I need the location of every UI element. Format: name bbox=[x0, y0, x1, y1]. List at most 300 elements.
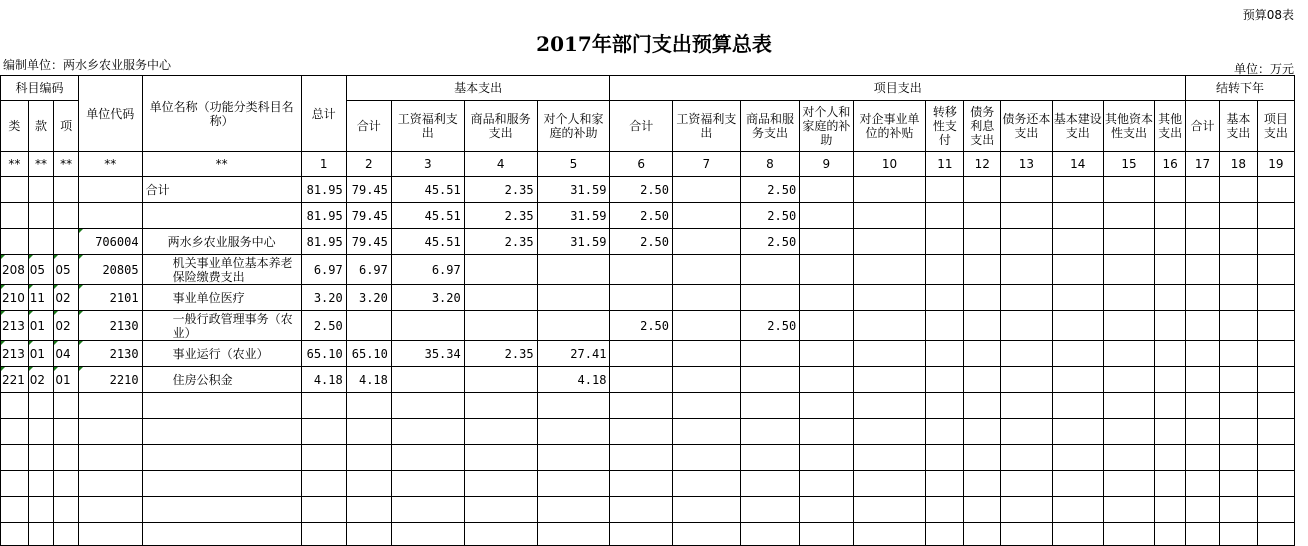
hdr-project-col: 其他资本性支出 bbox=[1103, 101, 1154, 152]
hdr-project-col: 债务还本支出 bbox=[1001, 101, 1052, 152]
value-cell bbox=[1257, 341, 1294, 367]
value-cell bbox=[1052, 311, 1103, 341]
cell-flag-marker bbox=[79, 311, 83, 315]
empty-cell bbox=[28, 471, 54, 497]
form-code: 预算08表 bbox=[1242, 8, 1294, 22]
hdr-carry-col: 项目支出 bbox=[1257, 101, 1294, 152]
value-cell bbox=[964, 255, 1001, 285]
value-cell bbox=[800, 367, 853, 393]
empty-cell bbox=[537, 445, 610, 471]
value-cell bbox=[740, 341, 800, 367]
empty-cell bbox=[78, 471, 142, 497]
value-cell bbox=[964, 229, 1001, 255]
unit-name-cell: 合计 bbox=[142, 177, 301, 203]
empty-cell bbox=[964, 497, 1001, 523]
value-cell: 2.35 bbox=[464, 177, 537, 203]
value-cell bbox=[1001, 367, 1052, 393]
value-cell bbox=[926, 285, 964, 311]
value-cell bbox=[1257, 367, 1294, 393]
hdr-carryover: 结转下年 bbox=[1186, 76, 1295, 101]
value-cell bbox=[1052, 229, 1103, 255]
empty-cell bbox=[301, 445, 346, 471]
unit-name-cell bbox=[142, 203, 301, 229]
empty-cell bbox=[926, 445, 964, 471]
value-cell bbox=[673, 285, 741, 311]
empty-cell bbox=[1052, 523, 1103, 546]
empty-cell bbox=[1001, 445, 1052, 471]
empty-cell bbox=[1052, 445, 1103, 471]
hdr-index-cell: ** bbox=[142, 152, 301, 177]
empty-cell bbox=[740, 523, 800, 546]
budget-table bbox=[0, 75, 1295, 546]
empty-cell bbox=[1219, 523, 1257, 546]
currency-unit: 单位：万元 bbox=[1233, 62, 1294, 76]
empty-cell bbox=[610, 523, 673, 546]
empty-cell bbox=[1, 497, 29, 523]
value-cell bbox=[964, 177, 1001, 203]
value-cell bbox=[673, 255, 741, 285]
empty-cell bbox=[1001, 393, 1052, 419]
value-cell bbox=[464, 367, 537, 393]
value-cell bbox=[964, 367, 1001, 393]
value-cell bbox=[1257, 229, 1294, 255]
value-cell bbox=[673, 367, 741, 393]
page-title: 2017年部门支出预算总表 bbox=[536, 32, 772, 56]
value-cell: 3.20 bbox=[391, 285, 464, 311]
empty-cell bbox=[142, 523, 301, 546]
value-cell bbox=[1001, 203, 1052, 229]
value-cell bbox=[1001, 229, 1052, 255]
hdr-index-cell: 1 bbox=[301, 152, 346, 177]
subject-kuan: 01 bbox=[28, 311, 54, 341]
value-cell: 4.18 bbox=[537, 367, 610, 393]
value-cell bbox=[800, 341, 853, 367]
value-cell bbox=[926, 341, 964, 367]
empty-cell bbox=[28, 445, 54, 471]
hdr-index-cell: 3 bbox=[391, 152, 464, 177]
value-cell bbox=[1186, 341, 1220, 367]
empty-cell bbox=[800, 419, 853, 445]
empty-row bbox=[1, 497, 1295, 523]
table-row bbox=[1, 367, 1295, 393]
value-cell bbox=[673, 203, 741, 229]
empty-cell bbox=[537, 419, 610, 445]
value-cell bbox=[1103, 177, 1154, 203]
empty-cell bbox=[964, 393, 1001, 419]
empty-cell bbox=[1257, 445, 1294, 471]
value-cell bbox=[800, 203, 853, 229]
empty-cell bbox=[800, 445, 853, 471]
unit-name-cell: 一般行政管理事务（农业） bbox=[142, 311, 301, 341]
value-cell bbox=[1219, 255, 1257, 285]
value-cell bbox=[800, 311, 853, 341]
compiler-unit: 编制单位：两水乡农业服务中心 bbox=[3, 58, 172, 72]
empty-cell bbox=[800, 523, 853, 546]
value-cell: 31.59 bbox=[537, 203, 610, 229]
empty-cell bbox=[1219, 419, 1257, 445]
value-cell bbox=[1219, 229, 1257, 255]
empty-cell bbox=[1, 445, 29, 471]
value-cell bbox=[1155, 177, 1186, 203]
subject-lei bbox=[1, 229, 29, 255]
value-cell bbox=[1186, 203, 1220, 229]
empty-cell bbox=[142, 497, 301, 523]
empty-cell bbox=[673, 471, 741, 497]
empty-cell bbox=[1186, 471, 1220, 497]
value-cell bbox=[464, 255, 537, 285]
value-cell: 2.50 bbox=[301, 311, 346, 341]
value-cell bbox=[1103, 311, 1154, 341]
value-cell bbox=[1103, 255, 1154, 285]
empty-cell bbox=[610, 471, 673, 497]
value-cell bbox=[673, 177, 741, 203]
value-cell: 2.35 bbox=[464, 203, 537, 229]
empty-cell bbox=[1103, 523, 1154, 546]
value-cell: 81.95 bbox=[301, 203, 346, 229]
empty-cell bbox=[1219, 393, 1257, 419]
unit-code-cell: 2130 bbox=[78, 311, 142, 341]
value-cell bbox=[1257, 311, 1294, 341]
hdr-lei: 类 bbox=[1, 101, 29, 152]
empty-cell bbox=[28, 419, 54, 445]
value-cell bbox=[853, 203, 926, 229]
hdr-index-cell: 8 bbox=[740, 152, 800, 177]
empty-cell bbox=[1155, 497, 1186, 523]
empty-cell bbox=[1257, 393, 1294, 419]
empty-cell bbox=[301, 393, 346, 419]
value-cell bbox=[800, 255, 853, 285]
empty-cell bbox=[78, 393, 142, 419]
cell-flag-marker bbox=[79, 255, 83, 259]
subject-lei bbox=[1, 203, 29, 229]
subject-kuan bbox=[28, 203, 54, 229]
empty-cell bbox=[301, 497, 346, 523]
value-cell bbox=[673, 311, 741, 341]
empty-cell bbox=[610, 445, 673, 471]
table-row bbox=[1, 177, 1295, 203]
cell-flag-marker bbox=[54, 367, 58, 371]
empty-cell bbox=[853, 471, 926, 497]
empty-cell bbox=[800, 497, 853, 523]
empty-cell bbox=[1052, 471, 1103, 497]
hdr-basic-col: 对个人和家庭的补助 bbox=[537, 101, 610, 152]
empty-cell bbox=[740, 445, 800, 471]
value-cell bbox=[926, 203, 964, 229]
value-cell: 2.50 bbox=[610, 311, 673, 341]
hdr-total: 总计 bbox=[301, 76, 346, 152]
value-cell: 45.51 bbox=[391, 177, 464, 203]
value-cell bbox=[610, 255, 673, 285]
subject-kuan: 02 bbox=[28, 367, 54, 393]
empty-cell bbox=[610, 419, 673, 445]
hdr-unit-name: 单位名称（功能分类科目名称） bbox=[142, 76, 301, 152]
hdr-index-cell: 4 bbox=[464, 152, 537, 177]
value-cell bbox=[1186, 177, 1220, 203]
subject-xiang bbox=[54, 203, 79, 229]
value-cell bbox=[1219, 203, 1257, 229]
value-cell bbox=[1155, 255, 1186, 285]
value-cell bbox=[1103, 341, 1154, 367]
empty-cell bbox=[78, 419, 142, 445]
hdr-index-cell: 16 bbox=[1155, 152, 1186, 177]
empty-cell bbox=[1052, 393, 1103, 419]
unit-name-cell: 事业运行（农业） bbox=[142, 341, 301, 367]
hdr-project-col: 对企事业单位的补贴 bbox=[853, 101, 926, 152]
empty-cell bbox=[54, 445, 79, 471]
value-cell bbox=[1219, 341, 1257, 367]
value-cell bbox=[853, 341, 926, 367]
empty-cell bbox=[346, 445, 391, 471]
value-cell bbox=[1052, 285, 1103, 311]
cell-flag-marker bbox=[54, 341, 58, 345]
value-cell bbox=[1103, 367, 1154, 393]
unit-code-cell: 2130 bbox=[78, 341, 142, 367]
empty-cell bbox=[853, 419, 926, 445]
value-cell: 6.97 bbox=[391, 255, 464, 285]
empty-cell bbox=[78, 497, 142, 523]
empty-cell bbox=[142, 471, 301, 497]
empty-cell bbox=[1001, 523, 1052, 546]
subject-kuan: 05 bbox=[28, 255, 54, 285]
hdr-basic-col: 商品和服务支出 bbox=[464, 101, 537, 152]
empty-cell bbox=[926, 497, 964, 523]
empty-cell bbox=[1103, 419, 1154, 445]
empty-cell bbox=[964, 471, 1001, 497]
value-cell: 3.20 bbox=[301, 285, 346, 311]
cell-flag-marker bbox=[79, 285, 83, 289]
hdr-index-cell: 6 bbox=[610, 152, 673, 177]
value-cell bbox=[673, 229, 741, 255]
value-cell bbox=[853, 285, 926, 311]
empty-cell bbox=[142, 393, 301, 419]
empty-cell bbox=[1, 471, 29, 497]
value-cell bbox=[853, 229, 926, 255]
cell-flag-marker bbox=[29, 311, 33, 315]
value-cell bbox=[673, 341, 741, 367]
value-cell: 6.97 bbox=[301, 255, 346, 285]
empty-cell bbox=[1186, 497, 1220, 523]
empty-cell bbox=[464, 471, 537, 497]
empty-cell bbox=[853, 497, 926, 523]
hdr-basic: 基本支出 bbox=[346, 76, 610, 101]
value-cell: 4.18 bbox=[346, 367, 391, 393]
hdr-basic-col: 工资福利支出 bbox=[391, 101, 464, 152]
value-cell bbox=[537, 311, 610, 341]
empty-cell bbox=[54, 471, 79, 497]
empty-cell bbox=[1, 523, 29, 546]
cell-flag-marker bbox=[29, 367, 33, 371]
empty-cell bbox=[1219, 497, 1257, 523]
hdr-project-col: 工资福利支出 bbox=[673, 101, 741, 152]
value-cell: 79.45 bbox=[346, 229, 391, 255]
value-cell bbox=[740, 367, 800, 393]
empty-cell bbox=[54, 523, 79, 546]
empty-cell bbox=[391, 471, 464, 497]
subject-xiang: 04 bbox=[54, 341, 79, 367]
value-cell bbox=[800, 229, 853, 255]
empty-cell bbox=[1186, 523, 1220, 546]
value-cell: 79.45 bbox=[346, 177, 391, 203]
hdr-index-cell: 9 bbox=[800, 152, 853, 177]
empty-cell bbox=[1052, 419, 1103, 445]
value-cell: 27.41 bbox=[537, 341, 610, 367]
empty-cell bbox=[1155, 445, 1186, 471]
empty-cell bbox=[673, 393, 741, 419]
empty-row bbox=[1, 419, 1295, 445]
empty-cell bbox=[142, 419, 301, 445]
empty-cell bbox=[673, 419, 741, 445]
value-cell bbox=[1052, 341, 1103, 367]
subject-xiang bbox=[54, 229, 79, 255]
value-cell: 65.10 bbox=[301, 341, 346, 367]
unit-name-cell: 两水乡农业服务中心 bbox=[142, 229, 301, 255]
value-cell bbox=[1103, 203, 1154, 229]
empty-cell bbox=[537, 523, 610, 546]
empty-cell bbox=[346, 393, 391, 419]
value-cell bbox=[740, 285, 800, 311]
cell-flag-marker bbox=[29, 255, 33, 259]
subject-lei: 213 bbox=[1, 341, 29, 367]
cell-flag-marker bbox=[1, 311, 5, 315]
value-cell bbox=[1186, 285, 1220, 311]
empty-cell bbox=[346, 419, 391, 445]
hdr-unit-code: 单位代码 bbox=[78, 76, 142, 152]
hdr-index-cell: 14 bbox=[1052, 152, 1103, 177]
value-cell bbox=[1219, 285, 1257, 311]
value-cell bbox=[1155, 203, 1186, 229]
value-cell bbox=[1155, 285, 1186, 311]
value-cell bbox=[1257, 177, 1294, 203]
hdr-index-cell: 10 bbox=[853, 152, 926, 177]
value-cell bbox=[964, 311, 1001, 341]
empty-cell bbox=[301, 471, 346, 497]
value-cell bbox=[853, 177, 926, 203]
unit-code-cell: 2210 bbox=[78, 367, 142, 393]
empty-cell bbox=[28, 497, 54, 523]
table-row bbox=[1, 341, 1295, 367]
empty-cell bbox=[391, 393, 464, 419]
unit-code-cell: 20805 bbox=[78, 255, 142, 285]
value-cell bbox=[1155, 341, 1186, 367]
value-cell bbox=[610, 285, 673, 311]
value-cell bbox=[1155, 311, 1186, 341]
empty-cell bbox=[610, 393, 673, 419]
subject-kuan: 11 bbox=[28, 285, 54, 311]
value-cell bbox=[1219, 367, 1257, 393]
empty-cell bbox=[853, 445, 926, 471]
unit-code-cell bbox=[78, 203, 142, 229]
empty-cell bbox=[1103, 497, 1154, 523]
empty-cell bbox=[964, 523, 1001, 546]
hdr-project: 项目支出 bbox=[610, 76, 1186, 101]
empty-cell bbox=[28, 393, 54, 419]
empty-cell bbox=[78, 523, 142, 546]
hdr-index-cell: 2 bbox=[346, 152, 391, 177]
cell-flag-marker bbox=[29, 341, 33, 345]
empty-cell bbox=[853, 523, 926, 546]
table-row bbox=[1, 311, 1295, 341]
subject-lei bbox=[1, 177, 29, 203]
empty-cell bbox=[464, 445, 537, 471]
hdr-index-cell: ** bbox=[78, 152, 142, 177]
empty-cell bbox=[926, 523, 964, 546]
value-cell bbox=[853, 255, 926, 285]
value-cell bbox=[964, 285, 1001, 311]
cell-flag-marker bbox=[54, 311, 58, 315]
unit-name-cell: 住房公积金 bbox=[142, 367, 301, 393]
value-cell bbox=[1001, 177, 1052, 203]
value-cell: 4.18 bbox=[301, 367, 346, 393]
empty-cell bbox=[1, 419, 29, 445]
value-cell: 2.50 bbox=[740, 177, 800, 203]
empty-cell bbox=[142, 445, 301, 471]
hdr-xiang: 项 bbox=[54, 101, 79, 152]
empty-cell bbox=[537, 393, 610, 419]
value-cell: 2.50 bbox=[740, 229, 800, 255]
cell-flag-marker bbox=[79, 341, 83, 345]
empty-cell bbox=[1186, 445, 1220, 471]
value-cell bbox=[464, 285, 537, 311]
empty-cell bbox=[464, 393, 537, 419]
empty-cell bbox=[346, 471, 391, 497]
subject-kuan: 01 bbox=[28, 341, 54, 367]
value-cell: 81.95 bbox=[301, 177, 346, 203]
value-cell bbox=[537, 255, 610, 285]
value-cell: 2.50 bbox=[610, 177, 673, 203]
empty-cell bbox=[1052, 497, 1103, 523]
hdr-project-col: 对个人和家庭的补助 bbox=[800, 101, 853, 152]
value-cell bbox=[610, 341, 673, 367]
hdr-index-cell: ** bbox=[1, 152, 29, 177]
value-cell bbox=[1257, 285, 1294, 311]
empty-cell bbox=[1155, 419, 1186, 445]
cell-flag-marker bbox=[54, 285, 58, 289]
value-cell: 81.95 bbox=[301, 229, 346, 255]
value-cell bbox=[1155, 367, 1186, 393]
value-cell: 2.35 bbox=[464, 229, 537, 255]
empty-cell bbox=[1155, 393, 1186, 419]
value-cell bbox=[926, 367, 964, 393]
hdr-project-col: 基本建设支出 bbox=[1052, 101, 1103, 152]
cell-flag-marker bbox=[29, 285, 33, 289]
value-cell bbox=[740, 255, 800, 285]
empty-cell bbox=[1186, 393, 1220, 419]
empty-cell bbox=[391, 523, 464, 546]
empty-cell bbox=[1103, 393, 1154, 419]
empty-row bbox=[1, 393, 1295, 419]
value-cell bbox=[926, 255, 964, 285]
empty-cell bbox=[1, 393, 29, 419]
empty-cell bbox=[740, 393, 800, 419]
empty-cell bbox=[964, 419, 1001, 445]
empty-cell bbox=[1186, 419, 1220, 445]
value-cell bbox=[926, 311, 964, 341]
value-cell: 2.50 bbox=[610, 203, 673, 229]
value-cell bbox=[1052, 255, 1103, 285]
value-cell bbox=[1219, 177, 1257, 203]
cell-flag-marker bbox=[54, 255, 58, 259]
empty-cell bbox=[1219, 471, 1257, 497]
empty-cell bbox=[740, 419, 800, 445]
subject-kuan bbox=[28, 229, 54, 255]
empty-cell bbox=[1155, 523, 1186, 546]
subject-lei: 221 bbox=[1, 367, 29, 393]
cell-flag-marker bbox=[79, 367, 83, 371]
value-cell bbox=[1155, 229, 1186, 255]
subject-xiang: 01 bbox=[54, 367, 79, 393]
hdr-index-cell: ** bbox=[28, 152, 54, 177]
value-cell bbox=[1186, 367, 1220, 393]
